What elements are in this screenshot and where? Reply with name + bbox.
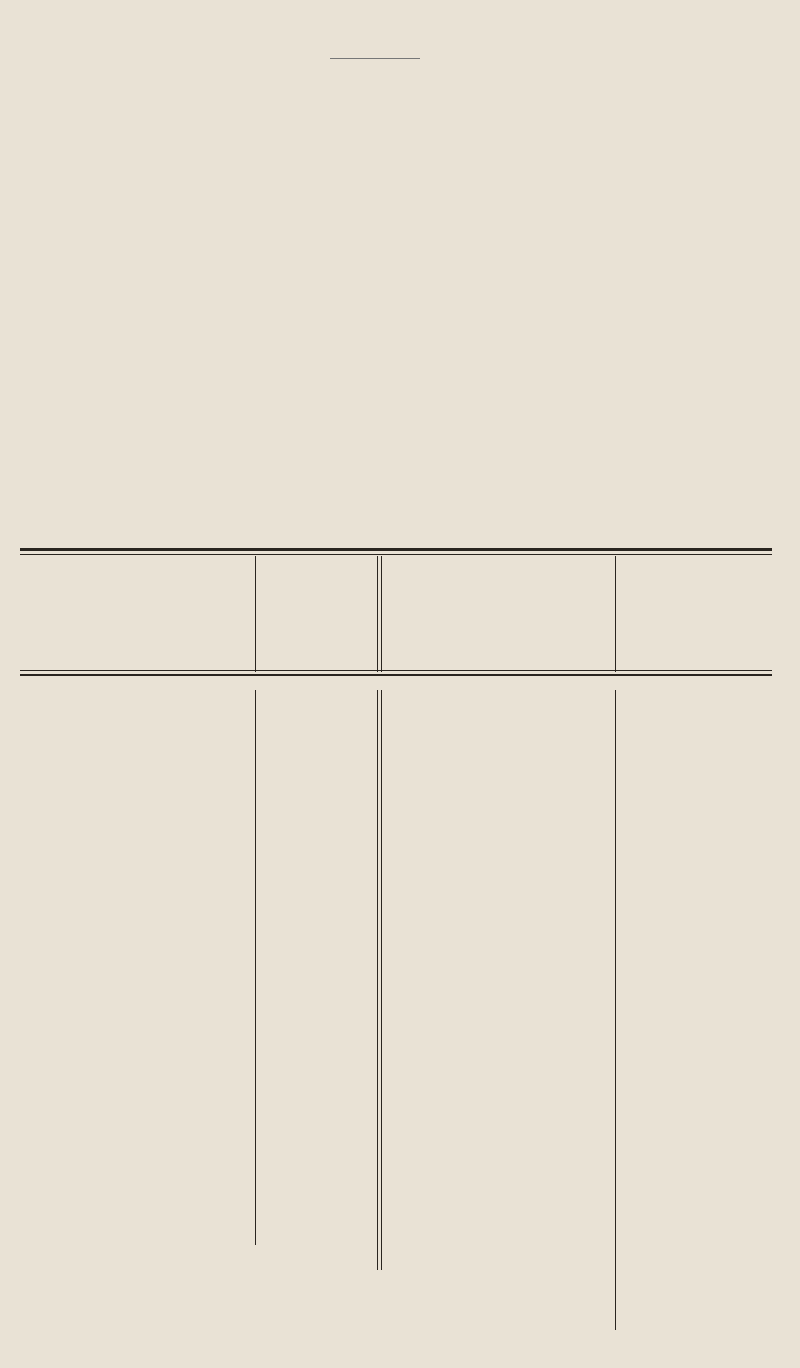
row-text	[22, 1060, 40, 1082]
table-row	[22, 1261, 254, 1315]
row-text	[22, 1176, 40, 1198]
table-row	[22, 1095, 254, 1153]
header-divider-3	[615, 556, 616, 672]
top-rule	[330, 58, 420, 59]
row-text	[22, 1198, 40, 1220]
body-divider-3	[615, 690, 616, 1330]
header-divider-2	[377, 556, 378, 672]
table-row	[22, 1037, 254, 1095]
header-bottom-rule	[20, 670, 772, 671]
body-divider-2	[377, 690, 378, 1270]
body-divider-1	[255, 690, 256, 1245]
table-row	[22, 1153, 254, 1261]
table-top-rule-thin	[20, 554, 772, 555]
row-text	[22, 1221, 40, 1243]
row-text	[22, 1002, 40, 1024]
table-row	[22, 921, 254, 979]
table-row	[22, 815, 254, 885]
table-row	[22, 747, 254, 815]
header-bottom-rule-thick	[20, 674, 772, 676]
table-row	[22, 693, 254, 747]
row-text	[22, 944, 40, 966]
row-text	[22, 1118, 40, 1140]
left-substance-list	[22, 693, 254, 1315]
header-divider-2b	[381, 556, 382, 672]
table-top-rule	[20, 548, 772, 551]
row-text	[22, 770, 40, 792]
body-divider-2b	[381, 690, 382, 1270]
table-row	[22, 885, 254, 921]
row-text	[22, 1284, 40, 1306]
header-divider-1	[255, 556, 256, 672]
table-row	[22, 979, 254, 1037]
row-text	[22, 838, 40, 860]
